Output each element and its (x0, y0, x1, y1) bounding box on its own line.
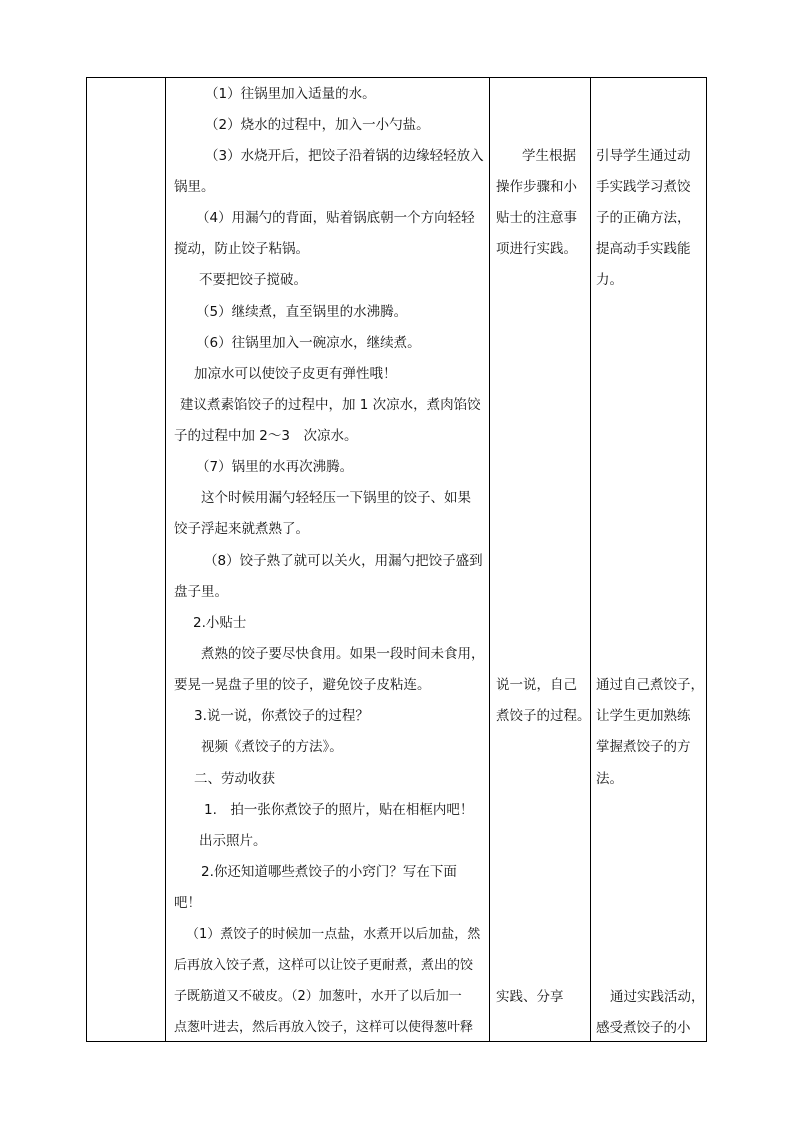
text-line: 2.你还知道哪些煮饺子的小窍门？写在下面 (201, 864, 457, 880)
text-line: （2）烧水的过程中，加入一小勺盐。 (205, 117, 430, 133)
text-line: 贴士的注意事 (496, 210, 577, 226)
teaching-process-column (166, 78, 489, 1041)
text-line: 二、劳动收获 (194, 771, 275, 787)
text-line: 项进行实践。 (496, 241, 577, 257)
text-line: 出示照片。 (199, 833, 267, 849)
text-line: 感受煮饺子的小 (596, 1020, 691, 1036)
text-line: 搅动，防止饺子粘锅。 (174, 241, 309, 257)
text-line: 这个时候用漏勺轻轻压一下锅里的饺子、如果 (201, 490, 471, 506)
text-line: 实践、分享 (496, 989, 564, 1005)
text-line: （6）往锅里加入一碗凉水，继续煮。 (196, 335, 421, 351)
text-line: 子的正确方法， (596, 210, 691, 226)
text-line: 吧！ (174, 895, 201, 911)
text-line: 视频《煮饺子的方法》。 (201, 739, 343, 755)
text-line: 点葱叶进去，然后再放入饺子，这样可以使得葱叶释 (174, 1020, 474, 1035)
text-line: （1）煮饺子的时候加一点盐，水煮开以后加盐，然 (186, 927, 481, 942)
text-line: 2.小贴士 (193, 615, 247, 631)
text-line: 操作步骤和小 (496, 179, 577, 195)
lesson-table (86, 77, 707, 1042)
text-line: 说一说，自己 (496, 677, 577, 693)
text-line: 3.说一说，你煮饺子的过程？ (194, 708, 369, 724)
text-line: （3）水烧开后，把饺子沿着锅的边缘轻轻放入 (205, 148, 484, 164)
text-line: 手实践学习煮饺 (596, 179, 691, 195)
text-line: 煮饺子的过程。 (496, 708, 590, 724)
text-line: 通过实践活动， (610, 989, 705, 1005)
text-line: 子的过程中加 2～3 次凉水。 (174, 428, 358, 444)
text-line: 通过自己煮饺子， (596, 677, 704, 693)
text-line: 要晃一晃盘子里的饺子，避免饺子皮粘连。 (174, 677, 431, 693)
text-line: 建议煮素馅饺子的过程中，加 1 次凉水，煮肉馅饺 (180, 397, 481, 413)
text-line: 引导学生通过动 (596, 148, 691, 164)
text-line: 后再放入饺子煮，这样可以让饺子更耐煮，煮出的饺 (174, 958, 474, 973)
text-line: 法。 (596, 771, 623, 787)
text-line: 学生根据 (522, 148, 576, 164)
text-line: （8）饺子熟了就可以关火，用漏勺把饺子盛到 (204, 553, 483, 569)
text-line: （1）往锅里加入适量的水。 (205, 86, 376, 102)
text-line: 力。 (596, 272, 623, 288)
text-line: （4）用漏勺的背面，贴着锅底朝一个方向轻轻 (196, 210, 475, 226)
text-line: 掌握煮饺子的方 (596, 739, 691, 755)
text-line: （7）锅里的水再次沸腾。 (196, 459, 354, 475)
text-line: 1. 拍一张你煮饺子的照片，贴在相框内吧！ (204, 802, 474, 818)
text-line: （5）继续煮，直至锅里的水沸腾。 (196, 304, 408, 320)
text-line: 提高动手实践能 (596, 241, 691, 257)
text-line: 加凉水可以使饺子皮更有弹性哦！ (194, 366, 397, 382)
text-line: 子既筋道又不破皮。（2）加葱叶，水开了以后加一 (174, 989, 462, 1004)
student-activity-column (490, 78, 590, 1041)
text-line: 让学生更加熟练 (596, 708, 691, 724)
text-line: 不要把饺子搅破。 (199, 272, 307, 288)
text-line: 饺子浮起来就煮熟了。 (174, 521, 309, 537)
text-line: 锅里。 (174, 179, 215, 195)
text-line: 盘子里。 (174, 584, 228, 600)
design-purpose-column (591, 78, 707, 1041)
text-line: 煮熟的饺子要尽快食用。如果一段时间未食用， (201, 646, 485, 662)
